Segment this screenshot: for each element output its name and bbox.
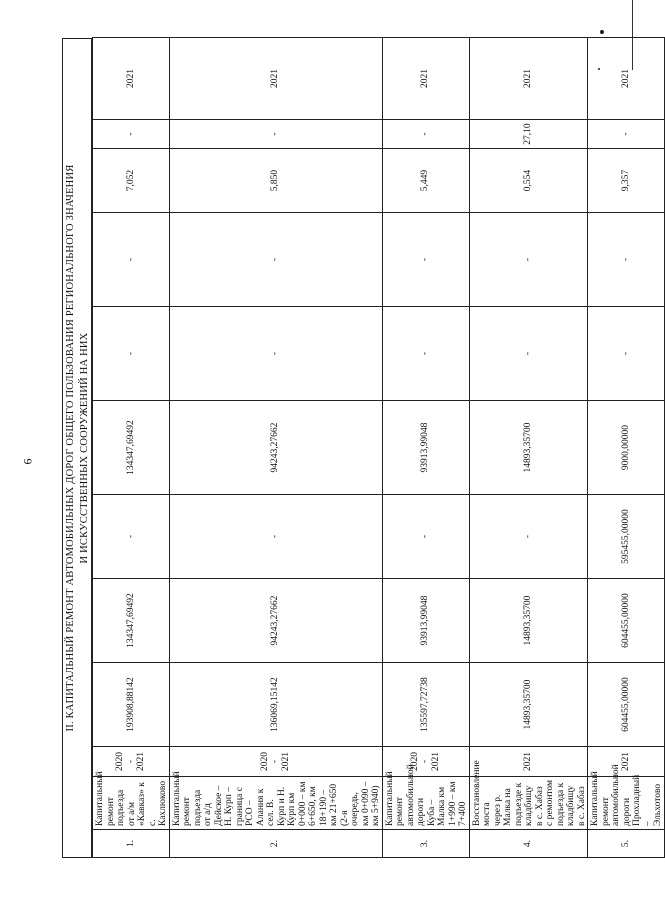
cell-total: 14893,35700 <box>469 663 588 747</box>
cell-c1: 93913,99048 <box>382 579 469 663</box>
cell-c5: - <box>469 213 588 307</box>
cell-c2: - <box>169 495 382 579</box>
cell-name: Капитальный ремонт автомобильной дороги Куба – Малка км 1+990 – км 7+400 <box>382 777 469 830</box>
cell-c4: - <box>93 307 170 401</box>
table-title-line2: И ИСКУССТВЕННЫХ СООРУЖЕНИЙ НА НИХ <box>79 332 90 564</box>
cell-period: 2021 <box>588 747 665 777</box>
cell-c1: 94243,27662 <box>169 579 382 663</box>
table-row <box>169 38 382 858</box>
cell-num: 4. <box>469 830 588 858</box>
cell-year: 2021 <box>588 38 665 120</box>
table-frame <box>62 38 663 858</box>
cell-c2: - <box>382 495 469 579</box>
cell-c3: 93913,99048 <box>382 401 469 495</box>
cell-bridge: - <box>588 120 665 149</box>
cell-total: 604455,00000 <box>588 663 665 747</box>
cell-c4: - <box>169 307 382 401</box>
cell-num: 1. <box>93 830 170 858</box>
cell-c4: - <box>382 307 469 401</box>
table-row <box>469 38 588 858</box>
cell-total: 136069,15142 <box>169 663 382 747</box>
cell-num: 3. <box>382 830 469 858</box>
cell-c1: 14893,35700 <box>469 579 588 663</box>
table-row <box>93 38 170 858</box>
cell-length: 5,850 <box>169 149 382 213</box>
capital-repair-table <box>92 37 665 858</box>
cell-c2: - <box>469 495 588 579</box>
cell-year: 2021 <box>382 38 469 120</box>
cell-name: Капитальный ремонт подъезда от а/д Дейское – Н. Курп – граница с РСО – Алания к сел. В. Курп и Н. Курп км 0+000 – км 6+650, км 18+190 – км 21+650 (2-я очередь, км 0+090 – км 5+940) <box>169 777 382 830</box>
cell-num: 2. <box>169 830 382 858</box>
cell-year: 2021 <box>169 38 382 120</box>
cell-length: 7,052 <box>93 149 170 213</box>
cell-c3: 14893,35700 <box>469 401 588 495</box>
table-row <box>382 38 469 858</box>
cell-name: Капитальный ремонт автомобильной дороги Прохладный – Эльхотово <box>588 777 665 830</box>
cell-c2: 595455,00000 <box>588 495 665 579</box>
cell-total: 193908,88142 <box>93 663 170 747</box>
cell-c1: 604455,00000 <box>588 579 665 663</box>
cell-c4: - <box>588 307 665 401</box>
cell-c3: 94243,27662 <box>169 401 382 495</box>
cell-c3: 9000,00000 <box>588 401 665 495</box>
cell-bridge: 27,10 <box>469 120 588 149</box>
cell-year: 2021 <box>93 38 170 120</box>
cell-num: 5. <box>588 830 665 858</box>
cell-bridge: - <box>169 120 382 149</box>
cell-period: 2020 - 2021 <box>382 747 469 777</box>
cell-c5: - <box>93 213 170 307</box>
cell-c4: - <box>469 307 588 401</box>
cell-c3: 134347,69492 <box>93 401 170 495</box>
cell-c2: - <box>93 495 170 579</box>
cell-c1: 134347,69492 <box>93 579 170 663</box>
table-row <box>588 38 665 858</box>
cell-c5: - <box>382 213 469 307</box>
scan-speck <box>600 30 604 34</box>
cell-period: 2020 - 2021 <box>93 747 170 777</box>
cell-length: 9,357 <box>588 149 665 213</box>
cell-length: 0,554 <box>469 149 588 213</box>
cell-period: 2021 <box>469 747 588 777</box>
cell-c5: - <box>169 213 382 307</box>
cell-bridge: - <box>93 120 170 149</box>
cell-total: 135597,72738 <box>382 663 469 747</box>
table-title <box>62 38 92 858</box>
cell-name: Восстановление моста через р. Малка на подъезде к кладбищу в с. Хабаз с ремонтом подъезда к кладбищу в с. Хабаз <box>469 777 588 830</box>
cell-name: Капитальный ремонт подъезда от а/м «Кавказ» к с. Кахлюково <box>93 777 170 830</box>
cell-bridge: - <box>382 120 469 149</box>
cell-period: 2020 - 2021 <box>169 747 382 777</box>
cell-length: 5,449 <box>382 149 469 213</box>
cell-year: 2021 <box>469 38 588 120</box>
page-number: 6 <box>20 458 35 465</box>
rotated-table-block <box>62 38 663 858</box>
table-title-line1: II. КАПИТАЛЬНЫЙ РЕМОНТ АВТОМОБИЛЬНЫХ ДОРОГ ОБЩЕГО ПОЛЬЗОВАНИЯ РЕГИОНАЛЬНОГО ЗНАЧЕНИЯ <box>65 164 76 732</box>
cell-c5: - <box>588 213 665 307</box>
